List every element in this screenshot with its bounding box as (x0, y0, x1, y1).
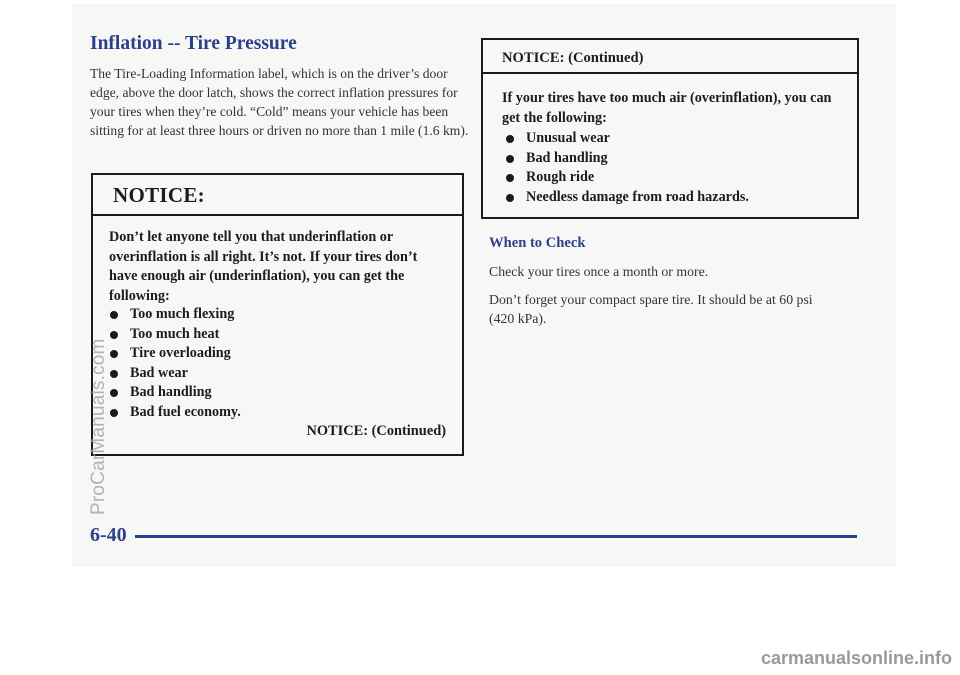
bullet-icon (506, 135, 514, 143)
notice-bullet-list (93, 305, 433, 422)
when-to-check-heading: When to Check (489, 235, 586, 251)
notice-continued-bullet-list (483, 129, 843, 207)
list-item: Unusual wear (483, 129, 843, 149)
list-item: Bad handling (93, 383, 433, 403)
intro-paragraph: The Tire-Loading Information label, which is on the driver’s door edge, above the door latch, shows the correct inflation pressures for your tires when they’re cold. “Cold” means your vehicle has been sitting for at least three hours or driven no more than 1 mile (1.6 km). (90, 66, 469, 138)
bullet-icon (506, 174, 514, 182)
notice-heading: NOTICE: (113, 183, 205, 207)
list-item: Tire overloading (93, 344, 433, 364)
watermark-text: ProCarManuals.com (88, 338, 109, 515)
list-item: Too much heat (93, 325, 433, 345)
footer-rule (120, 535, 857, 538)
notice-continued-box (481, 38, 859, 219)
site-footer-label: carmanualsonline.info (760, 648, 952, 668)
notice-continued-label: NOTICE: (Continued) (306, 423, 446, 439)
notice-header (93, 175, 462, 216)
when-to-check-paragraph-2: Don’t forget your compact spare tire. It should be at 60 psi (420 kPa). (489, 292, 813, 326)
list-item: Rough ride (483, 168, 843, 188)
list-item: Bad wear (93, 364, 433, 384)
list-item: Bad fuel economy. (93, 403, 433, 423)
notice-continued-text: If your tires have too much air (overinflation), you can get the following: (502, 90, 832, 126)
notice-text: Don’t let anyone tell you that underinflation or overinflation is all right. It’s not. If your tires don’t have enough air (underinflation), you can get the following: (109, 229, 418, 304)
when-to-check-paragraph-1: Check your tires once a month or more. (489, 264, 709, 279)
page-number: 6-40 (90, 524, 135, 547)
list-item: Bad handling (483, 149, 843, 169)
bullet-icon (506, 155, 514, 163)
watermark (88, 215, 112, 515)
notice-box (91, 173, 464, 456)
list-item: Too much flexing (93, 305, 433, 325)
notice-continued-header (483, 40, 857, 74)
notice-continued-heading: NOTICE: (Continued) (502, 50, 644, 66)
bullet-icon (506, 194, 514, 202)
list-item: Needless damage from road hazards. (483, 188, 843, 208)
section-title: Inflation -- Tire Pressure (90, 33, 297, 54)
